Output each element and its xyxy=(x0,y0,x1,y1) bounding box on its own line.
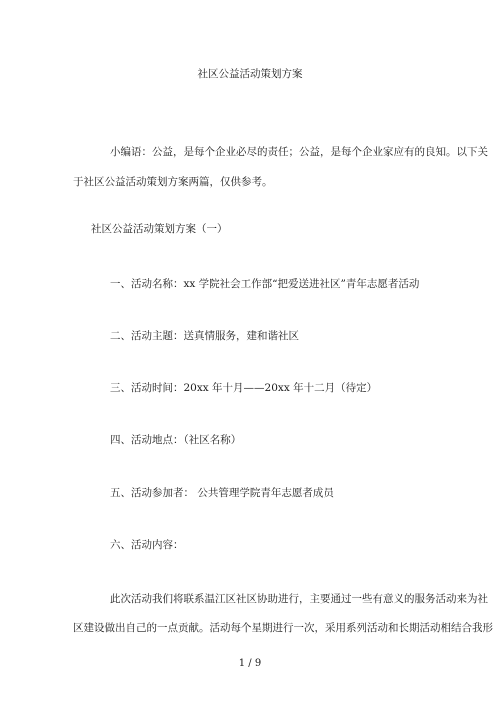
content-paragraph-line-1: 此次活动我们将联系温江区社区协助进行，主要通过一些有意义的服务活动来为社 xyxy=(110,593,488,605)
intro-paragraph-line-1: 小编语：公益，是每个企业必尽的责任；公益，是每个企业家应有的良知。以下关 xyxy=(110,146,488,158)
section-subtitle: 社区公益活动策划方案（一） xyxy=(91,223,228,235)
activity-theme-item: 二、活动主题：送真情服务，建和谐社区 xyxy=(110,330,299,342)
activity-content-item: 六、活动内容： xyxy=(110,539,184,551)
activity-time-item: 三、活动时间：20xx 年十月——20xx 年十二月（待定） xyxy=(110,382,378,394)
document-title: 社区公益活动策划方案 xyxy=(197,68,303,80)
intro-paragraph-line-2: 于社区公益活动策划方案两篇，仅供参考。 xyxy=(73,176,273,188)
content-paragraph-line-2: 区建设做出自己的一点贡献。活动每个星期进行一次，采用系列活动和长期活动相结合我形 xyxy=(73,622,493,634)
page-number: 1 / 9 xyxy=(238,658,262,669)
activity-location-item: 四、活动地点：（社区名称） xyxy=(110,434,242,446)
activity-name-item: 一、活动名称：xx 学院社会工作部“把爱送进社区”青年志愿者活动 xyxy=(110,278,420,290)
activity-participants-item: 五、活动参加者： 公共管理学院青年志愿者成员 xyxy=(110,487,334,499)
